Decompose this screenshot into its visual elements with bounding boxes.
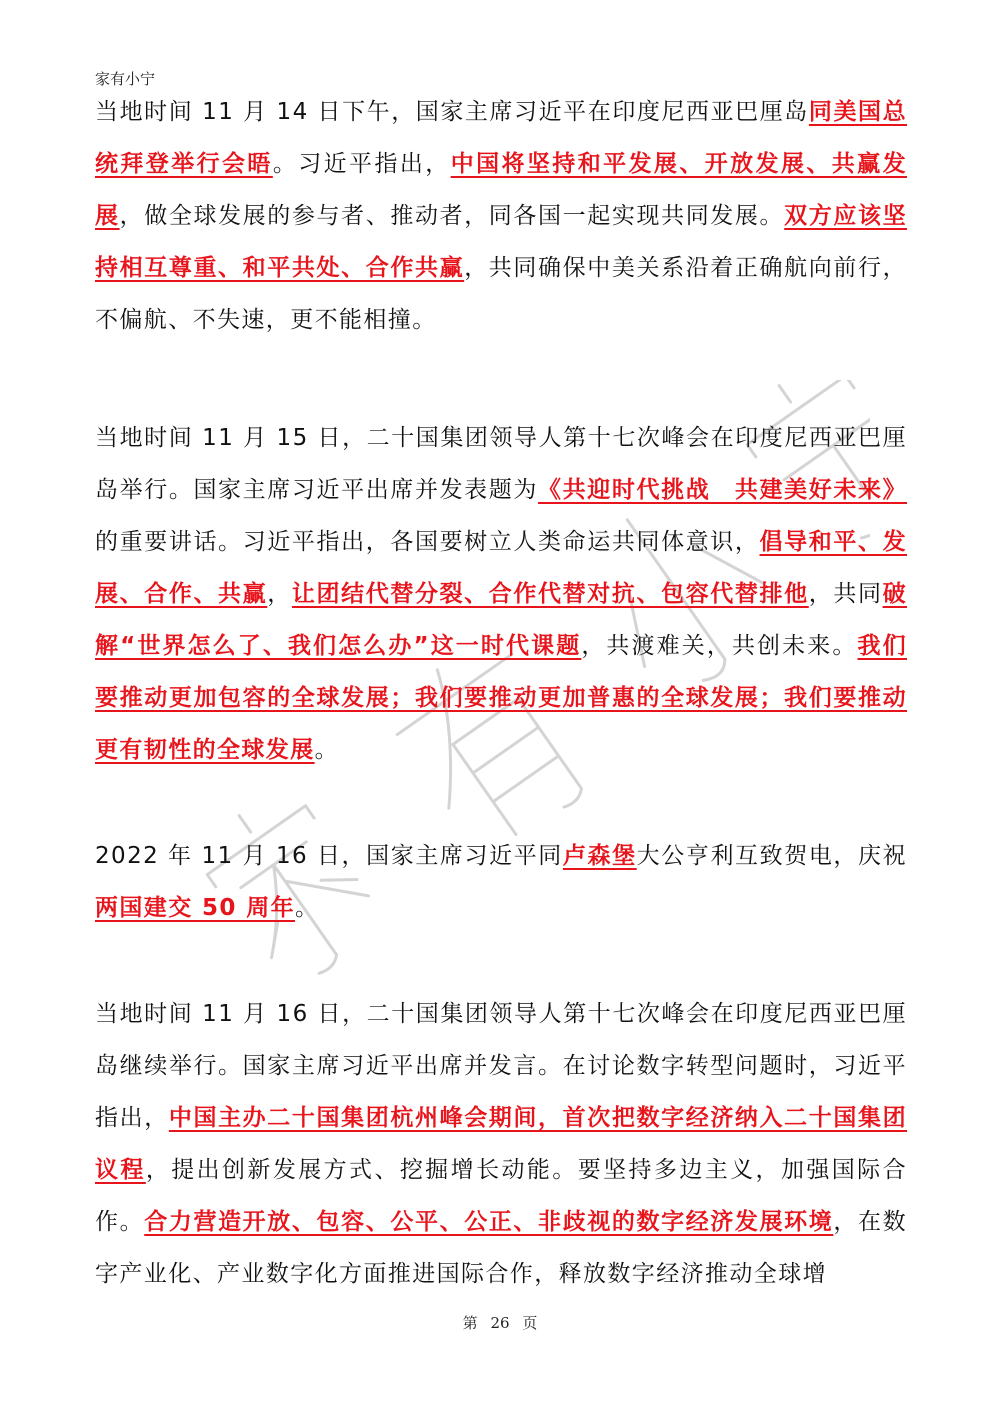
body-text: ，在数字产业化、产业数字化方面推进国际合作，释放数字经济推动全球增 — [95, 1209, 907, 1287]
highlighted-text: 中国主办二十国集团杭州峰会期间，首次把数字经济纳入二十国集团议程 — [95, 1105, 908, 1183]
body-text: ，提出创新发展方式、挖掘增长动能。要坚持多边主义，加强国际合作。 — [95, 1157, 907, 1235]
body-text: 当地时间 11 月 14 日下午，国家主席习近平在印度尼西亚巴厘岛 — [95, 99, 809, 125]
highlighted-text: 《共迎时代挑战 共建美好未来》 — [538, 477, 908, 503]
page-footer — [0, 1312, 1000, 1333]
body-text: 。习近平指出， — [272, 151, 451, 177]
news-paragraph-4 — [95, 988, 907, 1300]
footer-suffix: 页 — [522, 1314, 538, 1332]
body-text: 大公亨利互致贺电，庆祝 — [636, 843, 907, 869]
page-header: 家有小宁 — [95, 70, 156, 88]
footer-prefix: 第 — [462, 1314, 478, 1332]
highlighted-text: 中国将坚持和平发展、开放发展、共赢发展 — [95, 151, 907, 229]
body-text: ，共同 — [808, 581, 883, 607]
body-text: 。 — [295, 895, 320, 921]
highlighted-text: 卢森堡 — [562, 843, 637, 869]
highlighted-text: 我们要推动更加包容的全球发展；我们要推动更加普惠的全球发展；我们要推动更有韧性的全球发展 — [95, 633, 907, 763]
highlighted-text: 破解“世界怎么了、我们怎么办”这一时代课题 — [95, 581, 907, 659]
highlighted-text: 两国建交 50 周年 — [95, 895, 296, 921]
body-text: 2022 年 11 月 16 日，国家主席习近平同 — [95, 843, 563, 869]
body-text: ， — [267, 581, 292, 607]
highlighted-text: 倡导和平、发展、合作、共赢 — [95, 529, 907, 607]
highlighted-text: 同美国总统拜登举行会晤 — [95, 99, 907, 177]
body-text: 当地时间 11 月 15 日，二十国集团领导人第十七次峰会在印度尼西亚巴厘岛举行。国家主席习近平出席并发表题为 — [95, 425, 907, 503]
news-paragraph-1 — [95, 86, 907, 346]
body-text: ，共渡难关，共创未来。 — [581, 633, 858, 659]
body-text: 当地时间 11 月 16 日，二十国集团领导人第十七次峰会在印度尼西亚巴厘岛继续举行。国家主席习近平出席并发言。在讨论数字转型问题时，习近平指出， — [95, 1001, 907, 1131]
body-text: ，做全球发展的参与者、推动者，同各国一起实现共同发展。 — [119, 203, 785, 229]
body-text: ，共同确保中美关系沿着正确航向前行，不偏航、不失速，更不能相撞。 — [95, 255, 907, 333]
body-text: 的重要讲话。习近平指出，各国要树立人类命运共同体意识， — [95, 529, 760, 555]
news-paragraph-2 — [95, 412, 907, 776]
body-text: 。 — [314, 737, 340, 763]
news-paragraph-3 — [95, 830, 907, 934]
page-number: 26 — [490, 1314, 510, 1332]
highlighted-text: 双方应该坚持相互尊重、和平共处、合作共赢 — [95, 203, 908, 281]
highlighted-text: 合力营造开放、包容、公平、公正、非歧视的数字经济发展环境 — [144, 1209, 834, 1235]
highlighted-text: 让团结代替分裂、合作代替对抗、包容代替排他 — [291, 581, 809, 607]
